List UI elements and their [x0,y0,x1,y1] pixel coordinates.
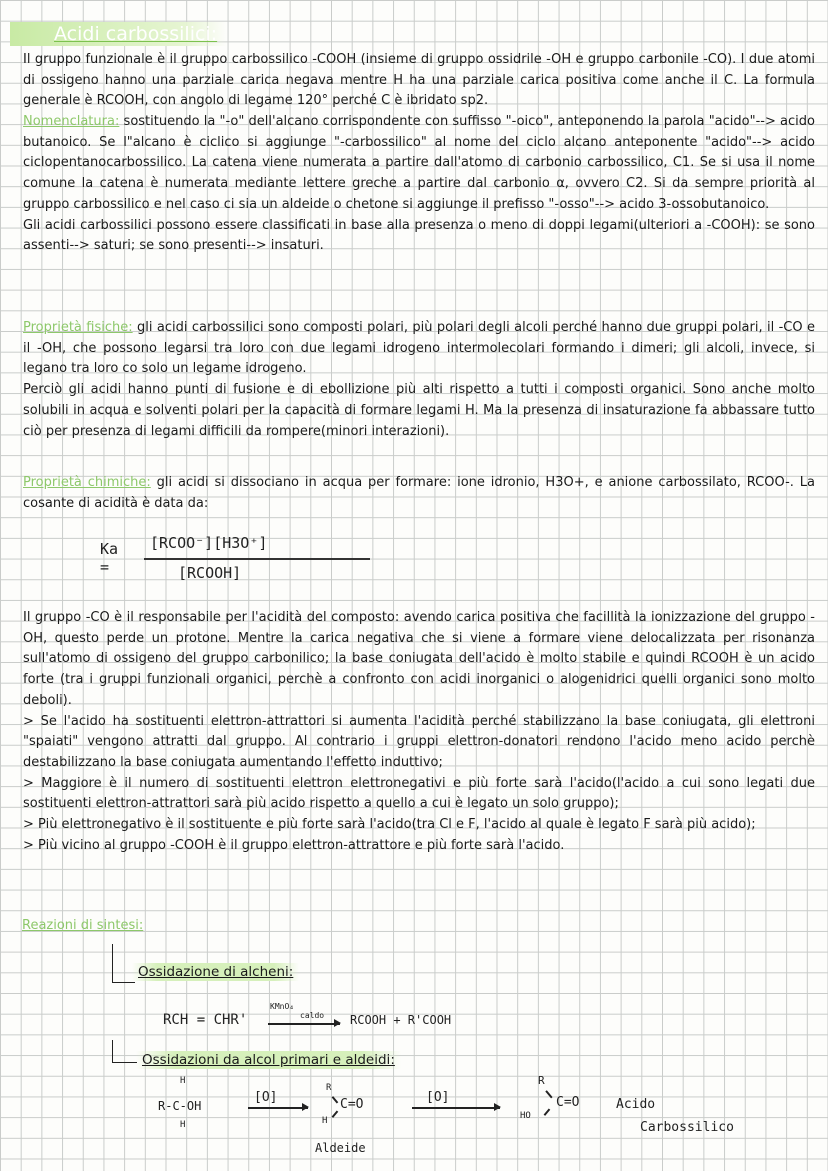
acid-formula: C=O [556,1095,580,1110]
alcoli-heading: Ossidazioni da alcol primari e aldeidi: [136,1051,401,1069]
aldeide-label: Aldeide [315,1141,366,1155]
ka-denominator: [RCOOH] [178,564,242,582]
ox2-arrow [412,1107,500,1109]
fisiche-paragraph [23,318,815,442]
alcheni-reagent-top: KMnO₄ [270,1002,295,1011]
alcol-h-bottom: H [180,1120,186,1130]
sintesi-heading: Reazioni di sintesi: [22,918,144,933]
fisiche-text: gli acidi carbossilici sono composti polari, più polari degli alcoli perché hanno due gruppi polari, il -CO e il -OH, che possono legarsi tra loro con due legami idrogeno intermolecolari formando i dimeri; gli alcoli, invece, si legano tra loro co solo un legame idrogeno. [23,320,815,377]
intro-paragraph [23,50,815,112]
nomenclatura-text: sostituendo la "-o" dell'alcano corrispondente con suffisso "-oico", anteponendo la parola "acido"--> acido butanoico. Se l"alcano è ciclico si aggiunge "-carbossilico" al nome del ciclo alcano anteponente "acido"--> acido ciclopentanocarbossilico. La catena viene numerata a partire dall'atomo di carbonio carbossilico, C1. Se si usa il nome comune la catena è numerata mediante lettere greche a partire dal carbonio α, ovvero C2. Si da sempre priorità al gruppo carbossilico e nel caso ci sia un aldeide o chetone si aggiunge il prefisso "-osso"--> acido 3-ossobutanoico. [23,114,815,212]
alcheni-reactant: RCH = CHR' [163,1012,248,1028]
chimiche-paragraph [23,473,815,514]
acid-r: R [538,1074,545,1087]
alcheni-products: RCOOH + R'COOH [350,1013,452,1027]
ox2-label: [O] [426,1090,450,1105]
chimiche-label: Proprietà chimiche: [23,475,151,490]
acidita-paragraph [23,608,815,856]
acidita-p2: > Se l'acido ha sostituenti elettron-attrattori si aumenta l'acidità perché stabilizzano la base coniugata, gli elettroni "spaiati" vengono attratti dal gruppo. Al contrario i gruppi elettron-donatori rendono l'acido meno acido perchè destabilizzano la base coniugata aumentando l'effetto induttivo; [23,713,815,770]
alcheni-reagent-bottom: caldo [300,1011,325,1020]
ka-numerator: [RCOO⁻][H3O⁺] [150,534,268,552]
chimiche-text: gli acidi si dissociano in acqua per formare: ione idronio, H3O+, e anione carbossilato, RCOO-. La cosante di acidità è data da: [23,475,815,511]
ka-symbol: Ka = [100,540,119,576]
acid-label-1: Acido [616,1097,656,1112]
acidita-p1: Il gruppo -CO è il responsabile per l'acidità del composto: avendo carica positiva che facillità la ionizzazione del gruppo -OH, questo perde un protone. Mentre la carica negativa che si viene a formare viene delocalizzata per risonanza sull'atomo di ossigeno del gruppo carbonilico; la base coniugata dell'acido è molto stabile e quindi RCOOH è un acido forte (tra i gruppi funzionali organici, perchè a confronto con acidi inorganici o alogenidrici quelli organici sono molto deboli). [23,610,815,708]
alcheni-arrow [268,1023,340,1025]
nomenclatura-label: Nomenclatura: [23,114,120,129]
aldeide-bond-top [332,1096,338,1103]
aldeide-h: H [322,1116,328,1126]
fisiche-label: Proprietà fisiche: [23,320,133,335]
acid-ho: HO [520,1111,531,1121]
ox1-arrow [248,1107,308,1109]
page-title: Acidi carbossilici: [10,22,227,46]
ox1-label: [O] [254,1090,278,1105]
acid-bond-top [545,1091,552,1099]
fraction-bar [144,558,370,560]
nomenclatura-text-2: Gli acidi carbossilici possono essere classificati in base alla presenza o meno di doppi legami(ulteriori a -COOH): se sono assenti--> saturi; se sono presenti--> insaturi. [23,217,815,254]
acid-label-2: Carbossilico [640,1120,734,1135]
acidita-p5: > Più vicino al gruppo -COOH è il gruppo elettron-attrattore e più forte sarà l'acido. [23,837,565,853]
fisiche-text-2: Perciò gli acidi hanno punti di fusione e di ebollizione più alti rispetto a tutti i composti organici. Sono anche molto solubili in acqua e solventi polari per la capacità di formare legami H. Ma la presenza di insaturazione fa abbassare tutto ciò per presenza di legami difficili da rompere(minori interazioni). [23,382,815,439]
intro-text: Il gruppo funzionale è il gruppo carbossilico -COOH (insieme di gruppo ossidrile -OH e gruppo carbonile -CO). I due atomi di ossigeno hanno una parziale carica negava mentre H ha una parziale carica positiva come anche il C. La formula generale è RCOOH, con angolo di legame 120° perché C è ibridato sp2. [23,52,815,109]
alcheni-heading: Ossidazione di alcheni: [132,963,299,981]
acid-bond-bottom [544,1108,550,1115]
alcol-h-top: H [180,1076,186,1086]
aldeide-formula: C=O [340,1097,364,1112]
acidita-p3: > Maggiore è il numero di sostituenti elettron elettronegativi e più forte sarà l'acido(l'acido a cui sono legati due sostituenti elettron-attrattori sarà più acido rispetto a quello a cui è legato un solo gruppo); [23,775,815,812]
aldeide-r: R [326,1083,332,1093]
aldeide-bond-bottom [332,1110,338,1117]
branch-arrow-2 [112,1040,137,1063]
nomenclatura-paragraph [23,112,815,257]
alcol-formula: R-C-OH [158,1099,202,1113]
acidita-p4: > Più elettronegativo è il sostituente e più forte sarà l'acido(tra Cl e F, l'acido al quale è legato F sarà più acido); [23,817,756,833]
